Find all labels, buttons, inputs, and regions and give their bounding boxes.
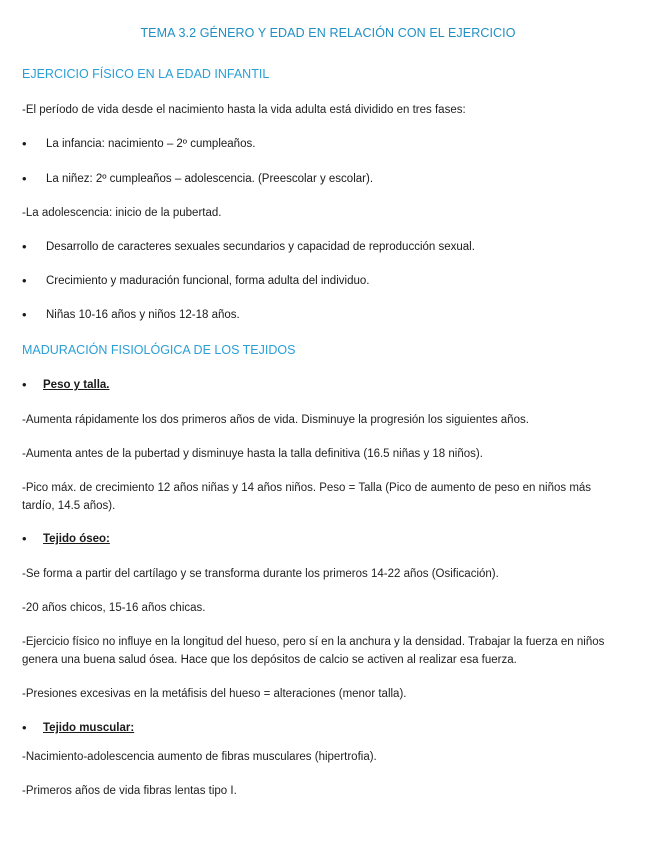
bullet-icon: • (22, 531, 27, 546)
paragraph: -Pico máx. de crecimiento 12 años niñas y 14 años niños. Peso = Talla (Pico de aumento de peso en niños más tardío, 14.5 años). (22, 482, 592, 512)
paragraph-intro: -El período de vida desde el nacimiento hasta la vida adulta está dividido en tres fases: (22, 104, 466, 116)
subheading-label: Peso y talla. (43, 379, 110, 391)
section-heading-maduracion: MADURACIÓN FISIOLÓGICA DE LOS TEJIDOS (22, 343, 296, 357)
list-item-text: Desarrollo de caracteres sexuales secundarios y capacidad de reproducción sexual. (46, 241, 475, 253)
section-heading-infantil: EJERCICIO FÍSICO EN LA EDAD INFANTIL (22, 67, 270, 81)
bullet-icon: • (22, 377, 27, 392)
list-item-text: Niñas 10-16 años y niños 12-18 años. (46, 309, 240, 321)
list-item-text: La infancia: nacimiento – 2º cumpleaños. (46, 138, 256, 150)
bullet-icon: • (22, 239, 27, 254)
list-item-text: La niñez: 2º cumpleaños – adolescencia. (Preescolar y escolar). (46, 173, 374, 185)
paragraph: -Aumenta rápidamente los dos primeros años de vida. Disminuye la progresión los siguientes años. (22, 414, 529, 426)
document-title: TEMA 3.2 GÉNERO Y EDAD EN RELACIÓN CON EL EJERCICIO (140, 26, 516, 40)
paragraph: -Nacimiento-adolescencia aumento de fibras musculares (hipertrofia). (22, 751, 377, 763)
paragraph: -20 años chicos, 15-16 años chicas. (22, 602, 206, 614)
paragraph-adolescence: -La adolescencia: inicio de la pubertad. (22, 207, 222, 219)
paragraph: -Primeros años de vida fibras lentas tipo I. (22, 785, 237, 797)
subheading-label: Tejido óseo: (43, 533, 110, 545)
list-item-text: Crecimiento y maduración funcional, forma adulta del individuo. (46, 275, 370, 287)
bullet-icon: • (22, 307, 27, 322)
paragraph: -Ejercicio físico no influye en la longitud del hueso, pero sí en la anchura y la densidad. Trabajar la fuerza en niños genera una buena salud ósea. Hace que los depósitos de calcio se activen al realizar esa fuerza. (22, 636, 605, 666)
bullet-icon: • (22, 273, 27, 288)
subheading-label: Tejido muscular: (43, 722, 135, 734)
paragraph: -Aumenta antes de la pubertad y disminuye hasta la talla definitiva (16.5 niñas y 18 niños). (22, 448, 483, 460)
paragraph: -Presiones excesivas en la metáfisis del hueso = alteraciones (menor talla). (22, 688, 407, 700)
bullet-icon: • (22, 720, 27, 735)
bullet-icon: • (22, 136, 27, 151)
bullet-icon: • (22, 171, 27, 186)
paragraph: -Se forma a partir del cartílago y se transforma durante los primeros 14-22 años (Osificación). (22, 568, 499, 580)
